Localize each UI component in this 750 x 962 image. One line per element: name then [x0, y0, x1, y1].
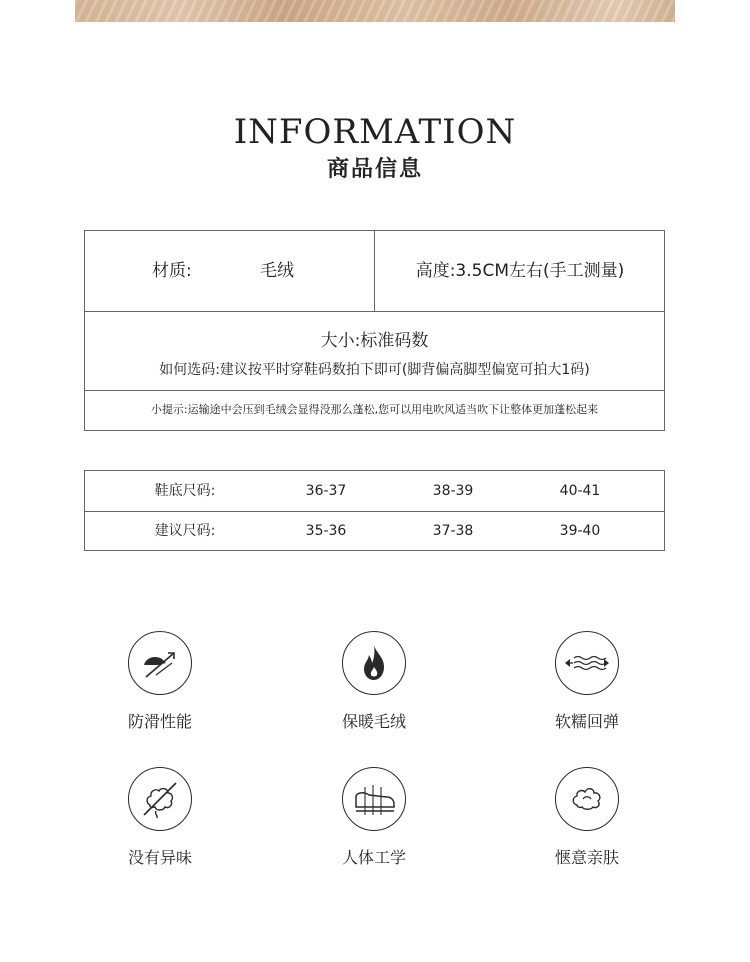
- size-title: 大小:标准码数: [320, 331, 429, 351]
- soft-rebound-icon: [555, 631, 619, 695]
- feature-anti-slip: [90, 631, 230, 732]
- no-odor-icon: [128, 767, 192, 831]
- row-label: 建议尺码:: [154, 523, 216, 539]
- tip-text: 小提示:运输途中会压到毛绒会显得没那么蓬松,您可以用电吹风适当吹下让整体更加蓬松起来: [150, 403, 599, 416]
- material-value: 毛绒: [260, 261, 294, 281]
- wood-banner: [75, 0, 675, 22]
- feature-soft: [517, 631, 657, 732]
- size-cell: 40-41: [559, 483, 601, 499]
- material-label: 材质:: [152, 261, 192, 281]
- size-table: [84, 470, 665, 551]
- info-row-size: [85, 311, 664, 391]
- feature-label: 没有异味: [127, 848, 192, 867]
- size-cell: 35-36: [305, 523, 347, 539]
- ergonomic-icon: [342, 767, 406, 831]
- table-row: [85, 511, 664, 551]
- height-cell: 高度:3.5CM左右(手工测量): [415, 261, 625, 281]
- size-advice: 如何选码:建议按平时穿鞋码数拍下即可(脚背偏高脚型偏宽可拍大1码): [159, 362, 590, 378]
- feature-label: 惬意亲肤: [554, 848, 619, 867]
- feature-ergonomic: [304, 767, 444, 868]
- cotton-icon: [555, 767, 619, 831]
- feature-skin-friendly: [517, 767, 657, 868]
- title-english: INFORMATION: [233, 112, 517, 152]
- material-cell: [85, 231, 374, 311]
- feature-label: 软糯回弹: [554, 712, 619, 731]
- size-cell: 38-39: [432, 483, 474, 499]
- feature-label: 人体工学: [341, 848, 406, 867]
- flame-icon: [342, 631, 406, 695]
- anti-slip-icon: [128, 631, 192, 695]
- row-label: 鞋底尺码:: [154, 483, 216, 499]
- table-row: [85, 471, 664, 512]
- info-row-material-height: [85, 231, 664, 312]
- feature-warm: [304, 631, 444, 732]
- info-table: [84, 230, 665, 431]
- size-cell: 39-40: [559, 523, 601, 539]
- title-chinese: 商品信息: [326, 157, 423, 182]
- size-cell: 37-38: [432, 523, 474, 539]
- feature-no-odor: [90, 767, 230, 868]
- feature-label: 保暖毛绒: [341, 712, 406, 731]
- size-cell: 36-37: [305, 483, 347, 499]
- feature-label: 防滑性能: [127, 712, 192, 731]
